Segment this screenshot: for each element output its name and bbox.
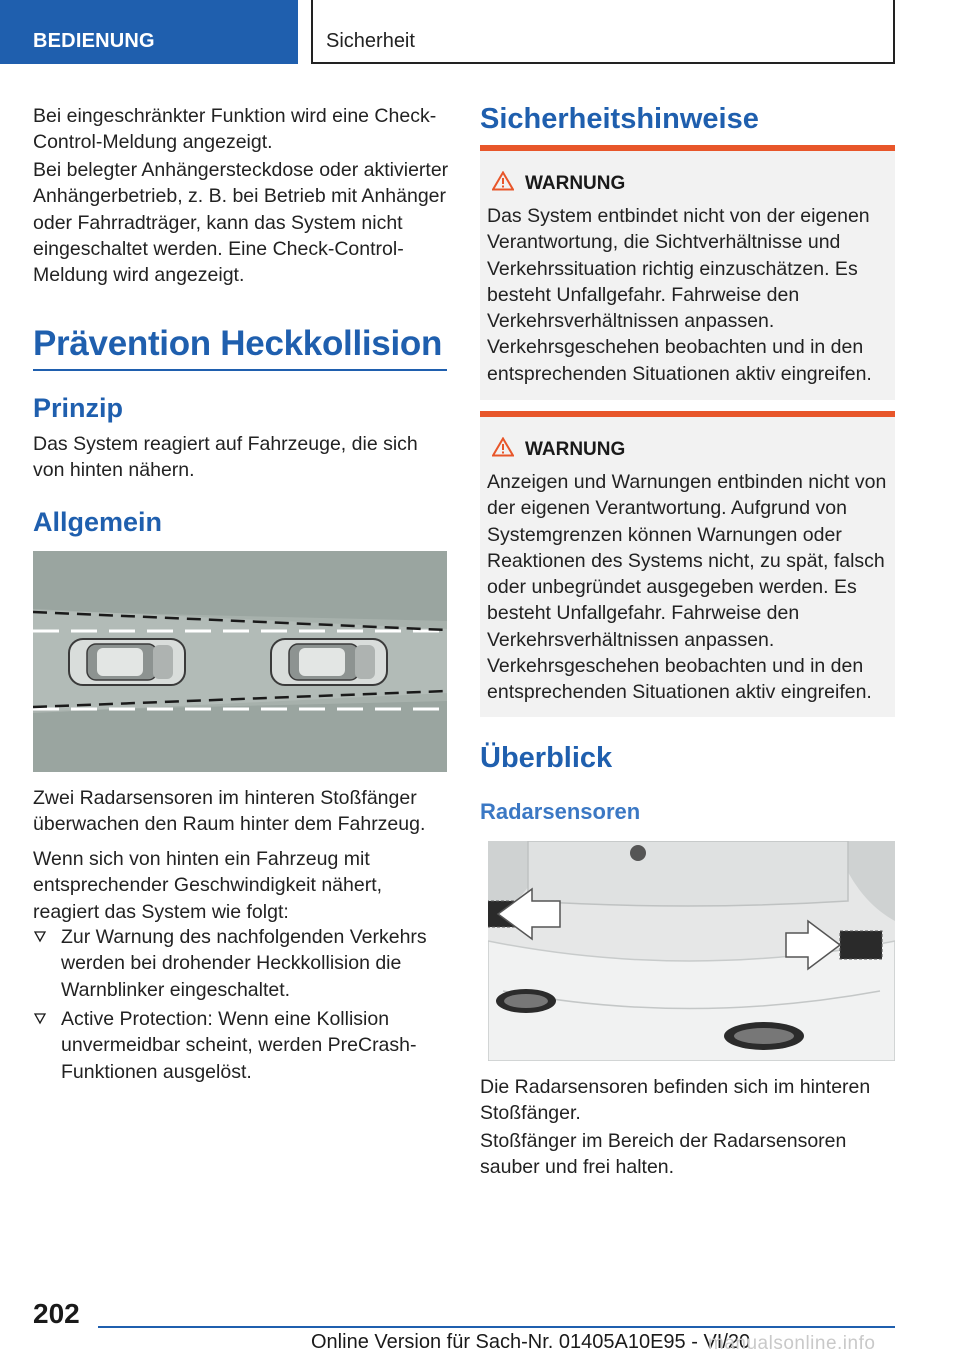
- section-label: BEDIENUNG: [33, 30, 155, 52]
- bumper-graphic: [488, 841, 895, 1061]
- following-car: [69, 639, 185, 685]
- bullet-item: Active Protection: Wenn eine Kollision unvermeidbar scheint, werden PreCrash-Funktionen ausgelöst.: [61, 1008, 417, 1083]
- ueberblick-heading: Überblick: [480, 742, 613, 774]
- warning-box: [480, 145, 895, 400]
- paragraph-sensor-location: Die Radarsensoren befinden sich im hinteren Stoßfänger.: [480, 1076, 871, 1125]
- hinweise-heading: Sicherheitshinweise: [480, 103, 759, 135]
- own-car: [271, 639, 387, 685]
- warning-label: WARNUNG: [525, 173, 626, 194]
- prinzip-heading: Prinzip: [33, 393, 124, 423]
- warning-triangle-icon: [492, 437, 514, 457]
- rear-bumper-illustration: [488, 841, 895, 1061]
- page-number: 202: [33, 1298, 80, 1329]
- warning-label: WARNUNG: [525, 439, 626, 460]
- paragraph-radar-sensors: Zwei Radarsensoren im hinteren Stoßfänger überwachen den Raum hinter dem Fahrzeug.: [33, 787, 426, 836]
- section-tab: [0, 0, 298, 64]
- paragraph-sensor-cleaning: Stoßfänger im Bereich der Radarsensoren sauber und frei halten.: [480, 1130, 847, 1179]
- section-title-rule: [33, 369, 447, 371]
- bullet-item: Zur Warnung des nachfolgenden Verkehrs werden bei drohender Heckkollision die Warnblinker eingeschaltet.: [61, 926, 427, 1001]
- section-title: Prävention Heckkollision: [33, 324, 443, 363]
- watermark: manualsonline.info: [708, 1333, 876, 1354]
- road-scene-graphic: [33, 551, 447, 772]
- paragraph-check-control: Bei eingeschränkter Funktion wird eine Check-Control-Meldung angezeigt.: [33, 105, 437, 154]
- footer-rule: [98, 1326, 895, 1328]
- chapter-label: Sicherheit: [326, 30, 415, 52]
- rear-collision-illustration: [33, 551, 447, 772]
- chapter-header: [311, 0, 895, 64]
- warning-text: Das System entbindet nicht von der eigenen Verantwortung, die Sichtverhältnisse und Verkehrssituation richtig einzuschätzen. Es besteht Unfallgefahr. Fahrweise den Verkehrsverhältnissen anpassen. Verkehrsgeschehen beobachten und in den entsprechenden Situationen aktiv eingreifen.: [487, 205, 872, 385]
- footer-online-version: Online Version für Sach-Nr. 01405A10E95 - VI/20: [311, 1331, 751, 1353]
- bullet-triangle-icon: [33, 1012, 47, 1026]
- prinzip-text: Das System reagiert auf Fahrzeuge, die sich von hinten nähern.: [33, 433, 418, 482]
- warning-text: Anzeigen und Warnungen entbinden nicht von der eigenen Verantwortung. Aufgrund von Systemgrenzen können Warnungen oder Reaktionen des Systems nicht, zu spät, falsch oder unbegründet ausgegeben werden. Es besteht Unfallgefahr. Fahrweise den Verkehrsverhältnissen anpassen. Verkehrsgeschehen beobachten und in den entsprechenden Situationen aktiv eingreifen.: [487, 471, 887, 704]
- bullet-triangle-icon: [33, 930, 47, 944]
- radar-heading: Radarsensoren: [480, 799, 641, 824]
- paragraph-trailer: Bei belegter Anhängersteckdose oder aktivierter Anhängerbetrieb, z. B. bei Betrieb mit Anhänger oder Fahrradträger, kann das System nicht eingeschaltet werden. Eine Check-Control-Meldung wird angezeigt.: [33, 159, 449, 287]
- warning-triangle-icon: [492, 171, 514, 191]
- warning-box: [480, 411, 895, 717]
- allgemein-heading: Allgemein: [33, 507, 163, 537]
- paragraph-approach: Wenn sich von hinten ein Fahrzeug mit entsprechender Geschwindigkeit nähert, reagiert das System wie folgt:: [33, 848, 383, 923]
